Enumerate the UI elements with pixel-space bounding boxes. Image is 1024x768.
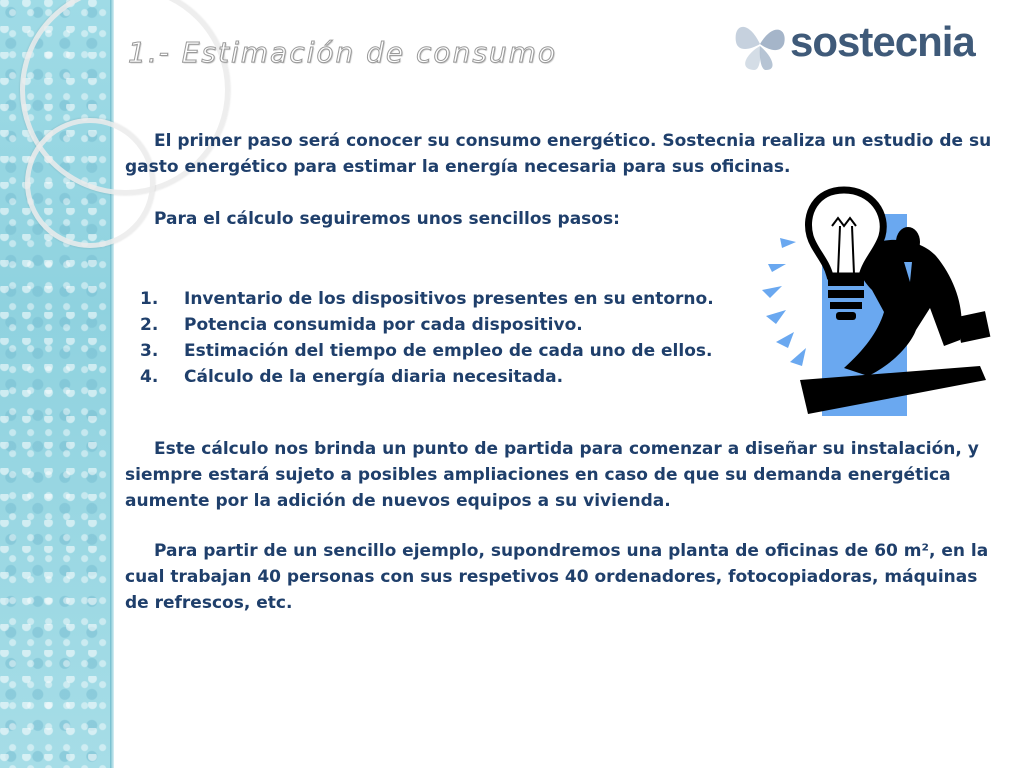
example-paragraph: [125, 538, 995, 616]
butterfly-logo-icon: [728, 14, 792, 76]
lightbulb-businessman-icon: [760, 180, 1000, 420]
step-number: 4.: [140, 367, 159, 387]
list-item: [140, 286, 760, 312]
step-number: 3.: [140, 341, 159, 361]
steps-intro-text: Para el cálculo seguiremos unos sencillos pasos:: [154, 209, 620, 229]
step-number: 2.: [140, 315, 159, 335]
step-text: Potencia consumida por cada dispositivo.: [184, 315, 583, 335]
intro-paragraph: [125, 128, 995, 180]
slide-title: 1.- Estimación de consumo: [128, 36, 558, 69]
step-text: Estimación del tiempo de empleo de cada uno de ellos.: [184, 341, 713, 361]
list-item: [140, 338, 760, 364]
example-text: Para partir de un sencillo ejemplo, supondremos una planta de oficinas de 60 m², en la cual trabajan 40 personas con sus respetivos 40 ordenadores, fotocopiadoras, máquinas de refrescos, etc.: [125, 541, 989, 613]
step-text: Inventario de los dispositivos presentes en su entorno.: [184, 289, 714, 309]
intro-text: El primer paso será conocer su consumo energético. Sostecnia realiza un estudio de su gasto energético para estimar la energía necesaria para sus oficinas.: [125, 131, 992, 177]
note-text: Este cálculo nos brinda un punto de partida para comenzar a diseñar su instalación, y siempre estará sujeto a posibles ampliaciones en caso de que su demanda energética aumente por la adición de nuevos equipos a su vivienda.: [125, 439, 979, 511]
list-item: [140, 364, 760, 390]
step-number: 1.: [140, 289, 159, 309]
step-text: Cálculo de la energía diaria necesitada.: [184, 367, 564, 387]
sostecnia-logo: [728, 14, 1003, 76]
logo-text: sostecnia: [790, 18, 975, 65]
list-item: [140, 312, 760, 338]
note-paragraph: [125, 436, 995, 514]
steps-list: [140, 286, 760, 390]
